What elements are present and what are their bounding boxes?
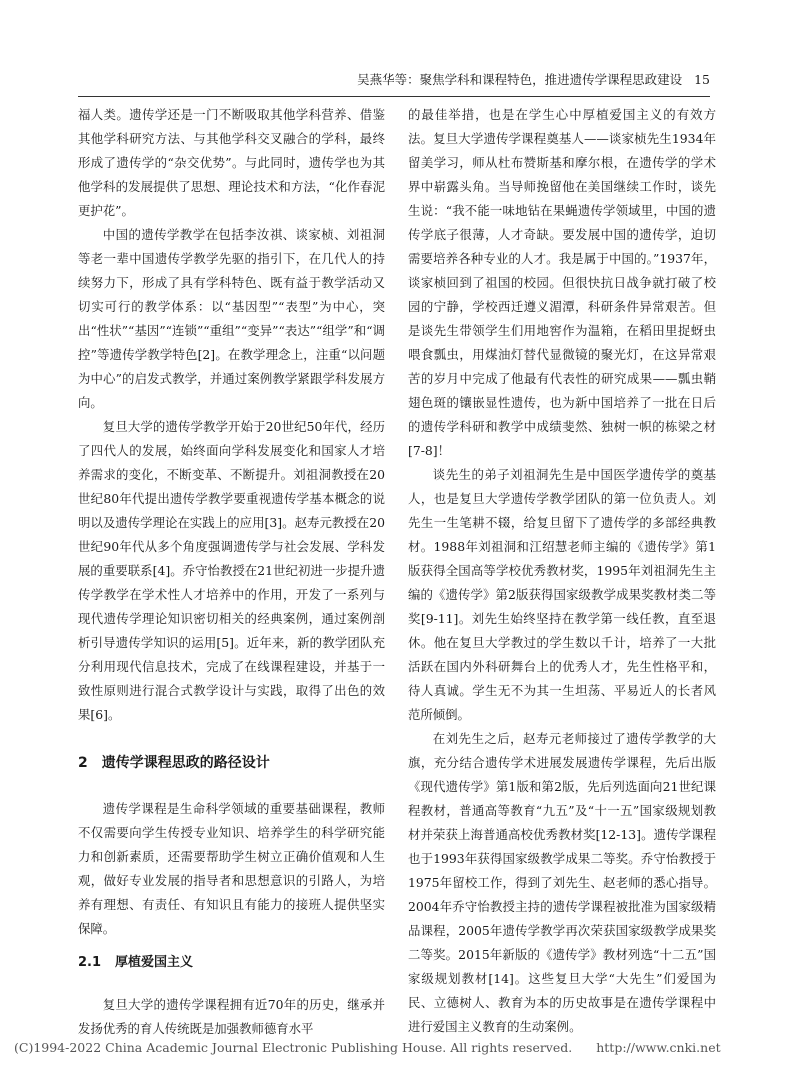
paragraph: 复旦大学的遗传学教学开始于20世纪50年代，经历了四代人的发展，始终面向学科发展变化和国家人才培养需求的变化，不断变革、不断提升。刘祖洞教授在20世纪80年代提出遗传学教学要重视遗传学基本概念的说明以及遗传学理论在实践上的应用[3]。赵寿元教授在20世纪90年代从多个角度强调遗传学与社会发展、学科发展的重要联系[4]。乔守怡教授在21世纪初进一步提升遗传学教学在学术性人才培养中的作用，开发了一系列与现代遗传学理论知识密切相关的经典案例，通过案例剖析引导遗传学知识的运用[5]。近年来，新的教学团队充分利用现代信息技术，完成了在线课程建设，并基于一致性原则进行混合式教学设计与实践，取得了出色的效果[6]。: [78, 419, 385, 722]
section-number: 2: [78, 755, 88, 771]
paragraph: 中国的遗传学教学在包括李汝祺、谈家桢、刘祖洞等老一辈中国遗传学教学先驱的指引下，在几代人的持续努力下，形成了具有学科特色、既有益于教学活动又切实可行的教学体系：以“基因型”“表型”为中心，突出“性状”“基因”“连锁”“重组”“变异”“表达”“组学”和“调控”等遗传学教学特色[2]。在教学理念上，注重“以问题为中心”的启发式教学，并通过案例教学紧跟学科发展方向。: [78, 227, 385, 410]
running-header: [78, 70, 710, 97]
page-number: 15: [694, 72, 710, 87]
paragraph: 的最佳举措，也是在学生心中厚植爱国主义的有效方法。复旦大学遗传学课程奠基人——谈家桢先生1934年留美学习，师从杜布赞斯基和摩尔根，在遗传学的学术界中崭露头角。当导师挽留他在美国继续工作时，谈先生说：“我不能一味地钻在果蝇遗传学领域里，中国的遗传学底子很薄，人才奇缺。要发展中国的遗传学，迫切需要培养各种专业的人才。我是属于中国的。”1937年，谈家桢回到了祖国的校园。但很快抗日战争就打破了校园的宁静，学校西迁遵义湄潭，科研条件异常艰苦。但是谈先生带领学生们用地窖作为温箱，在稻田里捉蚜虫喂食瓢虫，用煤油灯替代显微镜的聚光灯，在这异常艰苦的岁月中完成了他最有代表性的研究成果——瓢虫鞘翅色斑的镶嵌显性遗传，也为新中国培养了一批在日后的遗传学科研和教学中成绩斐然、独树一帜的栋梁之材[7-8]！: [408, 107, 716, 458]
paragraph: 在刘先生之后，赵寿元老师接过了遗传学教学的大旗，充分结合遗传学术进展发展遗传学课程，先后出版《现代遗传学》第1版和第2版，先后列选面向21世纪课程教材，普通高等教育“九五”及“十一五”国家级规划教材并荣获上海普通高校优秀教材奖[12-13]。遗传学课程也于1993年获得国家级教学成果二等奖。乔守怡教授于1975年留校工作，得到了刘先生、赵老师的悉心指导。2004年乔守怡教授主持的遗传学课程被批准为国家级精品课程，2005年遗传学教学再次荣获国家级教学成果奖二等奖。2015年新版的《遗传学》教材列选“十二五”国家级规划教材[14]。这些复旦大学“大先生”们爱国为民、立德树人、教育为本的历史故事是在遗传学课程中进行爱国主义教育的生动案例。: [408, 731, 716, 1034]
paragraph: 复旦大学的遗传学课程拥有近70年的历史，继承并发扬优秀的育人传统既是加强教师德育水平: [78, 997, 385, 1036]
subsection-heading: [78, 951, 385, 975]
copyright-notice: (C)1994-2022 China Academic Journal Electronic Publishing House. All rights reserved.: [14, 1040, 573, 1055]
footer-url: http://www.cnki.net: [596, 1040, 721, 1055]
right-column: [408, 103, 716, 1039]
subsection-number: 2.1: [78, 955, 102, 970]
paragraph: 福人类。遗传学还是一门不断吸取其他学科营养、借鉴其他学科研究方法、与其他学科交叉融合的学科，最终形成了遗传学的“杂交优势”。与此同时，遗传学也为其他学科的发展提供了思想、理论技术和方法，“化作春泥更护花”。: [78, 107, 385, 218]
footer: [14, 1040, 721, 1055]
paragraph: 谈先生的弟子刘祖洞先生是中国医学遗传学的奠基人，也是复旦大学遗传学教学团队的第一位负责人。刘先生一生笔耕不辍，给复旦留下了遗传学的多部经典教材。1988年刘祖洞和江绍慧老师主编的《遗传学》第1版获得全国高等学校优秀教材奖，1995年刘祖洞先生主编的《遗传学》第2版获得国家级教学成果奖教材类二等奖[9-11]。刘先生始终坚持在教学第一线任教，直至退休。他在复旦大学教过的学生数以千计，培养了一大批活跃在国内外科研舞台上的优秀人才，先生性格平和，待人真诚。学生无不为其一生坦荡、平易近人的长者风范所倾倒。: [408, 467, 716, 722]
left-column: [78, 103, 385, 1041]
subsection-title: 厚植爱国主义: [115, 955, 194, 970]
section-heading: [78, 751, 385, 775]
paragraph: 遗传学课程是生命科学领域的重要基础课程，教师不仅需要向学生传授专业知识、培养学生的科学研究能力和创新素质，还需要帮助学生树立正确价值观和人生观，做好专业发展的指导者和思想意识的引路人，为培养有理想、有责任、有知识且有能力的接班人提供坚实保障。: [78, 801, 385, 936]
section-title: 遗传学课程思政的路径设计: [101, 755, 270, 771]
running-title: 吴燕华等：聚焦学科和课程特色，推进遗传学课程思政建设: [357, 72, 683, 87]
